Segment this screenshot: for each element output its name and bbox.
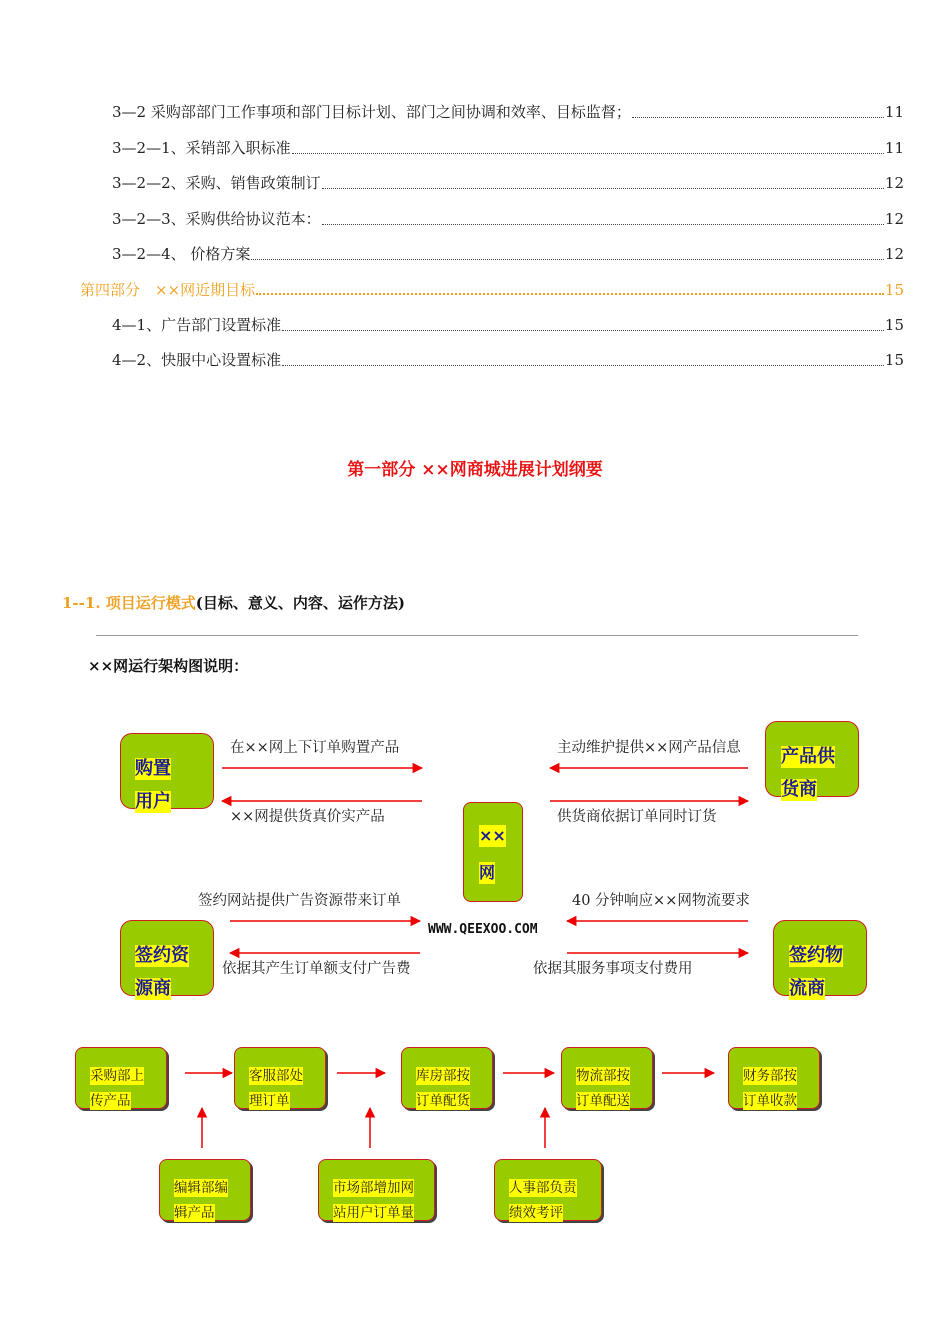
toc-entry-text: 3—2—4、 价格方案 bbox=[112, 245, 251, 263]
node-logistics bbox=[773, 920, 867, 999]
label-ad-resource: 签约网站提供广告资源带来订单 bbox=[198, 893, 401, 909]
flow-line: 绩效考评 bbox=[509, 1205, 563, 1221]
node-line: 产品供 bbox=[781, 746, 835, 767]
flow-service bbox=[234, 1047, 326, 1109]
node-line: 网 bbox=[479, 863, 496, 882]
node-line: 流商 bbox=[789, 978, 825, 999]
node-line: 签约物 bbox=[789, 945, 843, 966]
node-line: 签约资 bbox=[135, 945, 189, 966]
flow-line: 订单配货 bbox=[416, 1093, 470, 1109]
label-logistics-req: 40 分钟响应××网物流要求 bbox=[572, 893, 750, 909]
section-subtitle: (目标、意义、内容、运作方法) bbox=[195, 594, 405, 612]
flow-line: 人事部负责 bbox=[509, 1180, 577, 1196]
flow-line: 采购部上 bbox=[90, 1068, 144, 1084]
flow-purchase bbox=[75, 1047, 167, 1109]
flow-line: 市场部增加网 bbox=[333, 1180, 414, 1196]
flow-line: 物流部按 bbox=[576, 1068, 630, 1084]
node-center bbox=[463, 802, 523, 902]
toc-entry-text: 4—1、广告部门设置标准 bbox=[112, 316, 282, 334]
label-maintain-info: 主动维护提供××网产品信息 bbox=[557, 740, 741, 756]
flow-line: 订单配送 bbox=[576, 1093, 630, 1109]
node-line: ×× bbox=[479, 826, 506, 845]
node-buyer bbox=[120, 733, 214, 812]
label-service-fee: 依据其服务事项支付费用 bbox=[533, 961, 693, 977]
node-line: 购置 bbox=[135, 758, 171, 779]
flow-line: 站用户订单量 bbox=[333, 1205, 414, 1221]
site-url: WWW.QEEXOO.COM bbox=[428, 922, 538, 937]
label-provide-goods: ××网提供货真价实产品 bbox=[230, 809, 385, 825]
node-line: 货商 bbox=[781, 779, 817, 800]
flow-hr bbox=[494, 1159, 602, 1221]
toc-page-number: 11 bbox=[884, 103, 904, 121]
toc-page-number: 15 bbox=[884, 316, 904, 334]
toc-entry-text: 3—2—3、采购供给协议范本： bbox=[112, 210, 321, 228]
toc-entry-text: 3—2—2、采购、销售政策制订 bbox=[112, 174, 321, 192]
flow-logistics bbox=[561, 1047, 653, 1109]
toc-page-number: 12 bbox=[884, 210, 904, 228]
flow-line: 订单收款 bbox=[743, 1093, 797, 1109]
toc-entry-text: 3—2—1、采销部入职标准 bbox=[112, 139, 291, 157]
toc-page-number: 15 bbox=[884, 351, 904, 369]
flow-line: 辑产品 bbox=[174, 1205, 215, 1221]
toc-entry-text: 第四部分 ××网近期目标 bbox=[80, 281, 256, 299]
label-supplier-order: 供货商依据订单同时订货 bbox=[557, 809, 717, 825]
flow-market bbox=[318, 1159, 435, 1221]
node-line: 源商 bbox=[135, 978, 171, 999]
label-buy-order: 在××网上下订单购置产品 bbox=[230, 740, 400, 756]
diagram-caption: ××网运行架构图说明： bbox=[88, 657, 249, 675]
flow-finance bbox=[728, 1047, 820, 1109]
node-supplier bbox=[765, 721, 859, 800]
toc-entry-text: 4—2、快服中心设置标准 bbox=[112, 351, 282, 369]
toc-page-number: 11 bbox=[884, 139, 904, 157]
flow-line: 库房部按 bbox=[416, 1068, 470, 1084]
flow-line: 客服部处 bbox=[249, 1068, 303, 1084]
toc-page-number: 15 bbox=[884, 281, 904, 299]
flow-line: 传产品 bbox=[90, 1093, 131, 1109]
toc-entry-text: 3—2 采购部部门工作事项和部门目标计划、部门之间协调和效率、目标监督； bbox=[112, 103, 631, 121]
flow-line: 编辑部编 bbox=[174, 1180, 228, 1196]
node-ad-site bbox=[120, 920, 214, 999]
section-number: 1--1. 项目运行模式 bbox=[62, 594, 196, 612]
part-title: 第一部分 ××网商城进展计划纲要 bbox=[347, 460, 603, 480]
flow-editor bbox=[159, 1159, 251, 1221]
node-line: 用户 bbox=[135, 791, 171, 812]
toc-page-number: 12 bbox=[884, 174, 904, 192]
flow-warehouse bbox=[401, 1047, 493, 1109]
flow-line: 理订单 bbox=[249, 1093, 290, 1109]
flow-line: 财务部按 bbox=[743, 1068, 797, 1084]
toc-page-number: 12 bbox=[884, 245, 904, 263]
label-ad-fee: 依据其产生订单额支付广告费 bbox=[222, 961, 411, 977]
